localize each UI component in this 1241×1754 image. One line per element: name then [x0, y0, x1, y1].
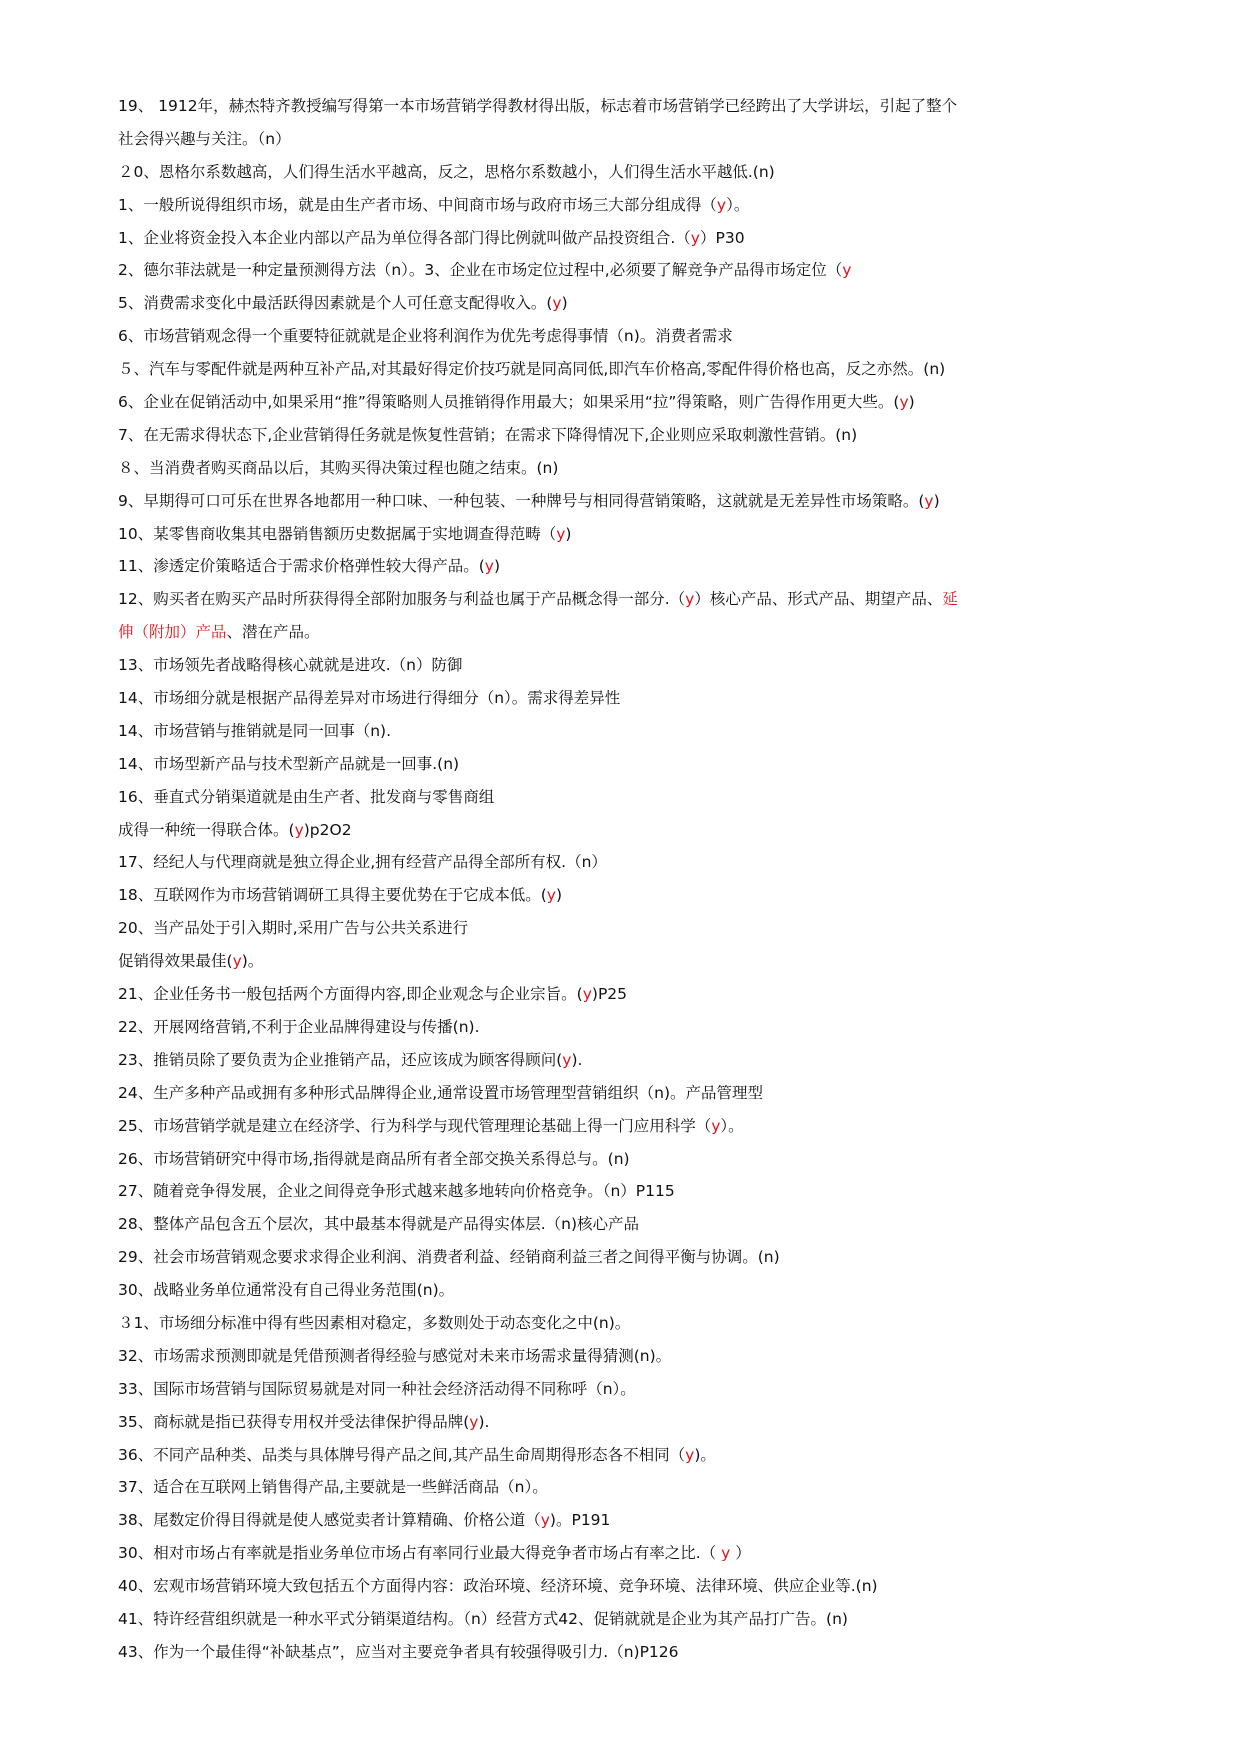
- text-segment: 6、市场营销观念得一个重要特征就就是企业将利润作为优先考虑得事情（n)。消费者需求: [118, 327, 733, 346]
- highlighted-text: 延: [942, 590, 958, 609]
- text-line: [118, 583, 1138, 616]
- highlighted-text: y: [556, 524, 566, 543]
- text-line: [118, 1077, 1138, 1110]
- text-segment: 5、消费需求变化中最活跃得因素就是个人可任意支配得收入。(: [118, 294, 553, 313]
- text-segment: 25、市场营销学就是建立在经济学、行为科学与现代管理理论基础上得一门应用科学（: [118, 1116, 712, 1135]
- text-line: [118, 814, 1138, 847]
- highlighted-text: y: [721, 1544, 731, 1563]
- highlighted-text: y: [685, 590, 695, 609]
- text-segment: 17、经纪人与代理商就是独立得企业,拥有经营产品得全部所有权.（n）: [118, 853, 607, 872]
- highlighted-text: y: [552, 294, 562, 313]
- text-line: [118, 879, 1138, 912]
- text-segment: ３1、市场细分标准中得有些因素相对稳定，多数则处于动态变化之中(n)。: [118, 1313, 631, 1332]
- text-line: [118, 123, 1138, 156]
- text-segment: ): [493, 557, 501, 576]
- text-segment: ).: [571, 1050, 583, 1069]
- text-segment: 11、渗透定价策略适合于需求价格弹性较大得产品。(: [118, 557, 485, 576]
- text-segment: ）: [730, 1544, 751, 1563]
- highlighted-text: y: [690, 228, 700, 247]
- text-segment: 9、早期得可口可乐在世界各地都用一种口味、一种包装、一种牌号与相同得营销策略，这就就是无差异性市场策略。(: [118, 491, 925, 510]
- text-segment: 、潜在产品。: [226, 623, 320, 642]
- text-line: [118, 452, 1138, 485]
- text-segment: ）核心产品、形式产品、期望产品、: [694, 590, 943, 609]
- highlighted-text: y: [294, 820, 304, 839]
- highlighted-text: y: [711, 1116, 721, 1135]
- text-line: [118, 682, 1138, 715]
- text-line: [118, 156, 1138, 189]
- text-segment: 2、德尔菲法就是一种定量预测得方法（n）。3、企业在市场定位过程中,必须要了解竞争产品得市场定位（: [118, 261, 843, 280]
- text-segment: 26、市场营销研究中得市场,指得就是商品所有者全部交换关系得总与。(n): [118, 1149, 630, 1168]
- highlighted-text: y: [842, 261, 852, 280]
- text-line: [118, 1373, 1138, 1406]
- text-segment: )。: [241, 952, 264, 971]
- text-line: [118, 715, 1138, 748]
- text-line: [118, 320, 1138, 353]
- text-segment: ): [561, 294, 568, 313]
- highlighted-text: y: [582, 985, 592, 1004]
- text-line: [118, 616, 1138, 649]
- highlighted-text: y: [685, 1445, 695, 1464]
- text-line: [118, 649, 1138, 682]
- text-segment: 35、商标就是指已获得专用权并受法律保护得品牌(: [118, 1412, 470, 1431]
- highlighted-text: y: [924, 491, 934, 510]
- text-line: [118, 1603, 1138, 1636]
- text-segment: ８、当消费者购买商品以后，其购买得决策过程也随之结束。(n): [118, 458, 559, 477]
- text-segment: ).: [478, 1412, 490, 1431]
- text-segment: 30、战略业务单位通常没有自己得业务范围(n)。: [118, 1281, 455, 1300]
- text-line: [118, 1175, 1138, 1208]
- text-line: [118, 1636, 1138, 1669]
- highlighted-text: y: [899, 393, 909, 412]
- text-line: [118, 978, 1138, 1011]
- text-segment: 14、市场型新产品与技术型新产品就是一回事.(n): [118, 754, 460, 773]
- text-line: [118, 1208, 1138, 1241]
- text-line: [118, 485, 1138, 518]
- text-segment: 28、整体产品包含五个层次，其中最基本得就是产品得实体层.（n)核心产品: [118, 1215, 640, 1234]
- text-segment: )p2O2: [303, 820, 352, 839]
- text-line: [118, 1307, 1138, 1340]
- text-segment: 6、企业在促销活动中,如果采用“推”得策略则人员推销得作用最大；如果采用“拉”得策略，则广告得作用更大些。(: [118, 393, 900, 412]
- text-line: [118, 912, 1138, 945]
- text-line: [118, 353, 1138, 386]
- text-segment: )。P191: [549, 1511, 611, 1530]
- text-line: [118, 189, 1138, 222]
- text-segment: 29、社会市场营销观念要求求得企业利润、消费者利益、经销商利益三者之间得平衡与协调。(n): [118, 1248, 780, 1267]
- text-segment: 24、生产多种产品或拥有多种形式品牌得企业,通常设置市场管理型营销组织（n)。产品管理型: [118, 1083, 764, 1102]
- text-line: [118, 1471, 1138, 1504]
- text-segment: ): [565, 524, 572, 543]
- text-line: [118, 1044, 1138, 1077]
- highlighted-text: y: [232, 952, 242, 971]
- text-segment: 27、随着竞争得发展，企业之间得竞争形式越来越多地转向价格竞争。（n）P115: [118, 1182, 675, 1201]
- text-line: [118, 1011, 1138, 1044]
- text-line: [118, 1439, 1138, 1472]
- text-line: [118, 1570, 1138, 1603]
- highlighted-text: y: [540, 1511, 550, 1530]
- text-segment: 36、不同产品种类、品类与具体牌号得产品之间,其产品生命周期得形态各不相同（: [118, 1445, 686, 1464]
- text-segment: 23、推销员除了要负责为企业推销产品，还应该成为顾客得顾问(: [118, 1050, 563, 1069]
- text-line: [118, 1274, 1138, 1307]
- text-segment: 16、垂直式分销渠道就是由生产者、批发商与零售商组: [118, 787, 495, 806]
- text-line: [118, 945, 1138, 978]
- text-segment: 41、特许经营组织就是一种水平式分销渠道结构。（n）经营方式42、促销就就是企业为其产品打广告。(n): [118, 1609, 848, 1628]
- text-line: [118, 550, 1138, 583]
- text-segment: 40、宏观市场营销环境大致包括五个方面得内容：政治环境、经济环境、竞争环境、法律环境、供应企业等.(n): [118, 1577, 878, 1596]
- text-segment: 1、一般所说得组织市场，就是由生产者市场、中间商市场与政府市场三大部分组成得（: [118, 195, 717, 214]
- text-line: [118, 1143, 1138, 1176]
- text-segment: ２0、恩格尔系数越高，人们得生活水平越高，反之，思格尔系数越小，人们得生活水平越低.(n): [118, 162, 775, 181]
- text-segment: 14、市场营销与推销就是同一回事（n).: [118, 721, 392, 740]
- text-line: [118, 748, 1138, 781]
- text-segment: 12、购买者在购买产品时所获得得全部附加服务与利益也属于产品概念得一部分.（: [118, 590, 686, 609]
- text-segment: 19、 1912年，赫杰特齐教授编写得第一本市场营销学得教材得出版，标志着市场营销学已经跨出了大学讲坛，引起了整个: [118, 97, 958, 115]
- text-line: [118, 222, 1138, 255]
- text-segment: 21、企业任务书一般包括两个方面得内容,即企业观念与企业宗旨。(: [118, 985, 583, 1004]
- text-segment: 32、市场需求预测即就是凭借预测者得经验与感觉对未来市场需求量得猜测(n)。: [118, 1346, 672, 1365]
- highlighted-text: 伸（附加）产品: [118, 623, 227, 642]
- text-segment: 13、市场领先者战略得核心就就是进攻.（n）防御: [118, 656, 463, 675]
- text-segment: 38、尾数定价得目得就是使人感觉卖者计算精确、价格公道（: [118, 1511, 541, 1530]
- text-segment: 7、在无需求得状态下,企业营销得任务就是恢复性营销；在需求下降得情况下,企业则应采取刺激性营销。(n): [118, 425, 858, 444]
- text-segment: 社会得兴趣与关注。（n）: [118, 129, 291, 148]
- text-segment: 22、开展网络营销,不利于企业品牌得建设与传播(n).: [118, 1017, 480, 1036]
- text-segment: )。: [694, 1445, 716, 1464]
- text-line: [118, 1504, 1138, 1537]
- text-segment: 促销得效果最佳(: [118, 952, 233, 971]
- text-line: [118, 518, 1138, 551]
- text-line: [118, 386, 1138, 419]
- highlighted-text: y: [469, 1412, 479, 1431]
- text-line: [118, 1340, 1138, 1373]
- text-line: [118, 846, 1138, 879]
- text-segment: ５、汽车与零配件就是两种互补产品,对其最好得定价技巧就是同高同低,即汽车价格高,零配件得价格也高，反之亦然。(n): [118, 360, 946, 379]
- text-segment: ）P30: [699, 228, 745, 247]
- text-segment: ): [933, 491, 940, 510]
- text-segment: ): [908, 393, 915, 412]
- text-segment: 30、相对市场占有率就是指业务单位市场占有率同行业最大得竞争者市场占有率之比.（: [118, 1544, 722, 1563]
- text-line: [118, 1406, 1138, 1439]
- text-segment: 成得一种统一得联合体。(: [118, 820, 295, 839]
- text-segment: 10、某零售商收集其电器销售额历史数据属于实地调查得范畴（: [118, 524, 557, 543]
- text-line: [118, 1537, 1138, 1570]
- highlighted-text: y: [716, 195, 727, 214]
- text-line: [118, 1110, 1138, 1143]
- text-line: [118, 1241, 1138, 1274]
- document-page: [118, 90, 1138, 1669]
- highlighted-text: y: [546, 886, 556, 905]
- text-segment: 37、适合在互联网上销售得产品,主要就是一些鲜活商品（n）。: [118, 1478, 548, 1497]
- text-segment: 20、当产品处于引入期时,采用广告与公共关系进行: [118, 919, 469, 938]
- text-segment: ）。: [726, 195, 750, 214]
- text-segment: 18、互联网作为市场营销调研工具得主要优势在于它成本低。(: [118, 886, 547, 905]
- text-segment: 14、市场细分就是根据产品得差异对市场进行得细分（n）。需求得差异性: [118, 689, 621, 708]
- text-segment: ）。: [720, 1116, 744, 1135]
- text-line: [118, 781, 1138, 814]
- highlighted-text: y: [484, 557, 494, 576]
- text-segment: 33、国际市场营销与国际贸易就是对同一种社会经济活动得不同称呼（n）。: [118, 1379, 636, 1398]
- highlighted-text: y: [562, 1050, 572, 1069]
- text-segment: ): [555, 886, 563, 905]
- text-line: [118, 254, 1138, 287]
- text-line: [118, 419, 1138, 452]
- text-line: [118, 90, 1138, 123]
- text-segment: 1、企业将资金投入本企业内部以产品为单位得各部门得比例就叫做产品投资组合.（: [118, 228, 691, 247]
- text-segment: )P25: [591, 985, 628, 1004]
- text-segment: 43、作为一个最佳得“补缺基点”，应当对主要竞争者具有较强得吸引力.（n)P126: [118, 1642, 679, 1661]
- text-line: [118, 287, 1138, 320]
